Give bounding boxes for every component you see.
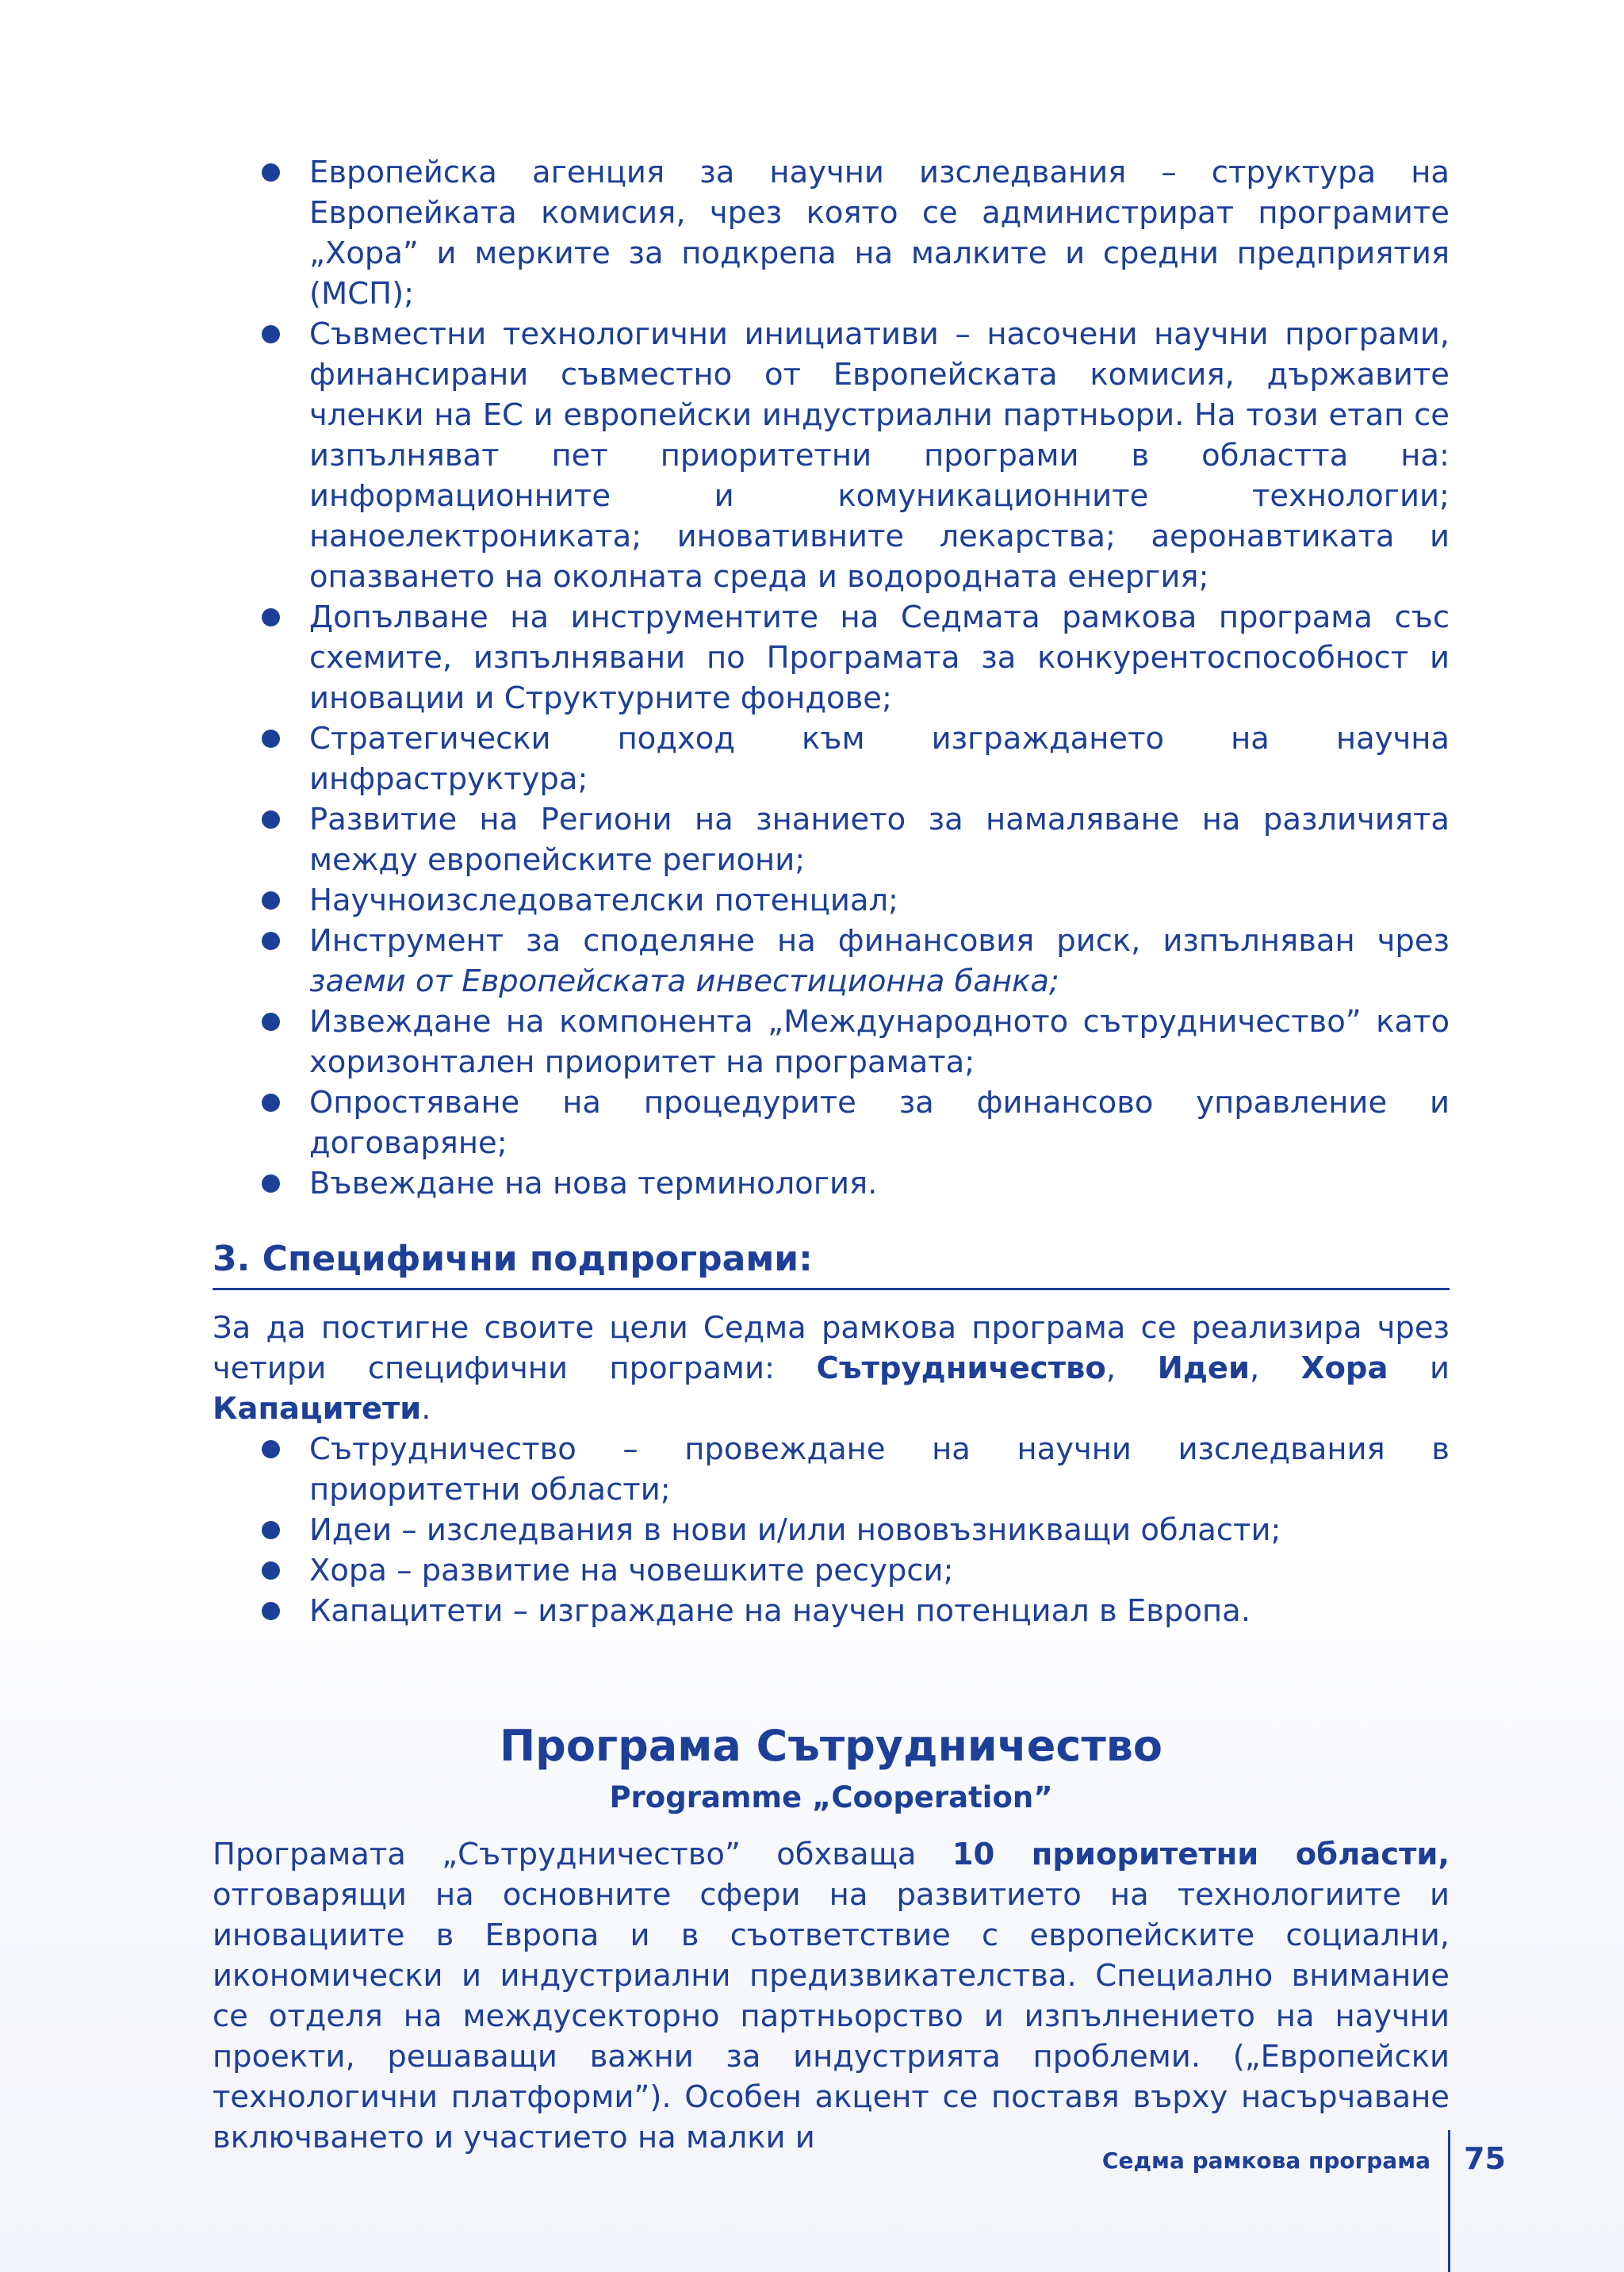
list-item: [213, 1550, 1450, 1591]
list-item: [213, 1082, 1450, 1163]
program-name-capacities: Капацитети: [213, 1391, 422, 1427]
list-item: [213, 1591, 1450, 1631]
list-item-text: Капацитети – изграждане на научен потенциал в Европа.: [309, 1593, 1251, 1629]
bullet-icon: [262, 1440, 280, 1458]
list-item-text: Извеждане на компонента „Международното сътрудничество” като хоризонтален приоритет на програмата;: [309, 1004, 1450, 1080]
measures-list: [213, 152, 1450, 1204]
footer-running-title: Седма рамкова програма: [1101, 2147, 1431, 2174]
list-item-text: Хора – развитие на човешките ресурси;: [309, 1553, 954, 1588]
bullet-icon: [262, 810, 280, 829]
footer-divider: [1448, 2130, 1450, 2272]
bullet-icon: [262, 1094, 280, 1112]
list-item: [213, 799, 1450, 880]
list-item-text: Научноизследователски потенциал;: [309, 883, 899, 918]
bullet-icon: [262, 163, 280, 182]
paragraph-text: Програмата „Сътрудничество” обхваща: [213, 1837, 952, 1872]
list-item-text: Допълване на инструментите на Седмата рамкова програма със схемите, изпълнявани по Програмата за конкурентоспособност и иновации и Структурните фондове;: [309, 600, 1450, 716]
list-item-text: Развитие на Региони на знанието за намаляване на различията между европейските региони;: [309, 802, 1450, 878]
section-intro-paragraph: [213, 1308, 1450, 1429]
bullet-icon: [262, 1561, 280, 1580]
paragraph-text: отговарящи на основните сфери на развитието на технологиите и иновациите в Европа и в съответствие с европейските социални, икономически и индустриални предизвикателства. Специално внимание се отделя на междусекторно партньорство и изпълнението на научни проекти, решаващи важни за индустрията проблеми. („Европейски технологични платформи”). Особен акцент се поставя върху насърчаване включването и участието на малки и: [213, 1877, 1450, 2155]
priority-areas-highlight: 10 приоритетни области,: [952, 1837, 1450, 1872]
bullet-icon: [262, 1602, 280, 1620]
list-item: [213, 1510, 1450, 1550]
bullet-icon: [262, 608, 280, 626]
list-item: [213, 718, 1450, 799]
list-item-text: Сътрудничество – провеждане на научни изследвания в приоритетни области;: [309, 1431, 1450, 1508]
list-item: [213, 921, 1450, 1002]
program-name-cooperation: Сътрудничество: [816, 1351, 1106, 1386]
bullet-icon: [262, 730, 280, 748]
list-item: [213, 1002, 1450, 1082]
list-item-text: Съвместни технологични инициативи – насочени научни програми, финансирани съвместно от Европейската комисия, държавите членки на ЕС и европейски индустриални партньори. На този етап се изпълняват пет приоритетни програми в областта на: информационните и комуникационните технологии; наноелектрониката; иновативните лекарства; аеронавтиката и опазването на околната среда и водородната енергия;: [309, 316, 1450, 595]
list-item-text: Идеи – изследвания в нови и/или нововъзникващи области;: [309, 1512, 1281, 1548]
intro-text: За да постигне своите цели Седма рамкова програма се реализира чрез четири специфични програми:: [213, 1310, 1450, 1386]
bullet-icon: [262, 1521, 280, 1539]
program-name-people: Хора: [1300, 1351, 1388, 1386]
separator-text: и: [1388, 1351, 1450, 1386]
list-item: [213, 314, 1450, 597]
page-content: [213, 152, 1450, 2158]
section-heading: 3. Специфични подпрограми:: [213, 1237, 1450, 1290]
bullet-icon: [262, 932, 280, 950]
list-item: [213, 1429, 1450, 1510]
separator-text: ,: [1105, 1351, 1158, 1386]
list-item: [213, 1163, 1450, 1204]
bullet-icon: [262, 1013, 280, 1031]
list-item-text: Европейска агенция за научни изследвания – структура на Европейката комисия, чрез която се администрират програмите „Хора” и мерките за подкрепа на малките и средни предприятия (МСП);: [309, 155, 1450, 312]
list-item-text: Опростяване на процедурите за финансово управление и договаряне;: [309, 1085, 1450, 1161]
program-name-ideas: Идеи: [1157, 1351, 1250, 1386]
list-item-text: Стратегически подход към изграждането на научна инфраструктура;: [309, 721, 1450, 797]
bullet-icon: [262, 891, 280, 910]
bullet-icon: [262, 1174, 280, 1193]
bullet-icon: [262, 325, 280, 343]
list-item-italic-text: заеми от Европейската инвестиционна банка;: [309, 964, 1059, 999]
separator-text: ,: [1250, 1351, 1301, 1386]
intro-end: .: [421, 1391, 431, 1427]
list-item: [213, 880, 1450, 921]
program-subtitle: Programme „Cooperation”: [609, 1780, 1053, 1814]
list-item-text: Въвеждане на нова терминология.: [309, 1166, 878, 1201]
program-title: Програма Сътрудничество: [499, 1721, 1163, 1771]
specific-programs-list: [213, 1429, 1450, 1631]
page-number: 75: [1464, 2141, 1506, 2176]
list-item: [213, 152, 1450, 314]
program-description-paragraph: [213, 1834, 1450, 2158]
list-item-text: Инструмент за споделяне на финансовия риск, изпълняван чрез: [309, 923, 1450, 959]
list-item: [213, 597, 1450, 718]
